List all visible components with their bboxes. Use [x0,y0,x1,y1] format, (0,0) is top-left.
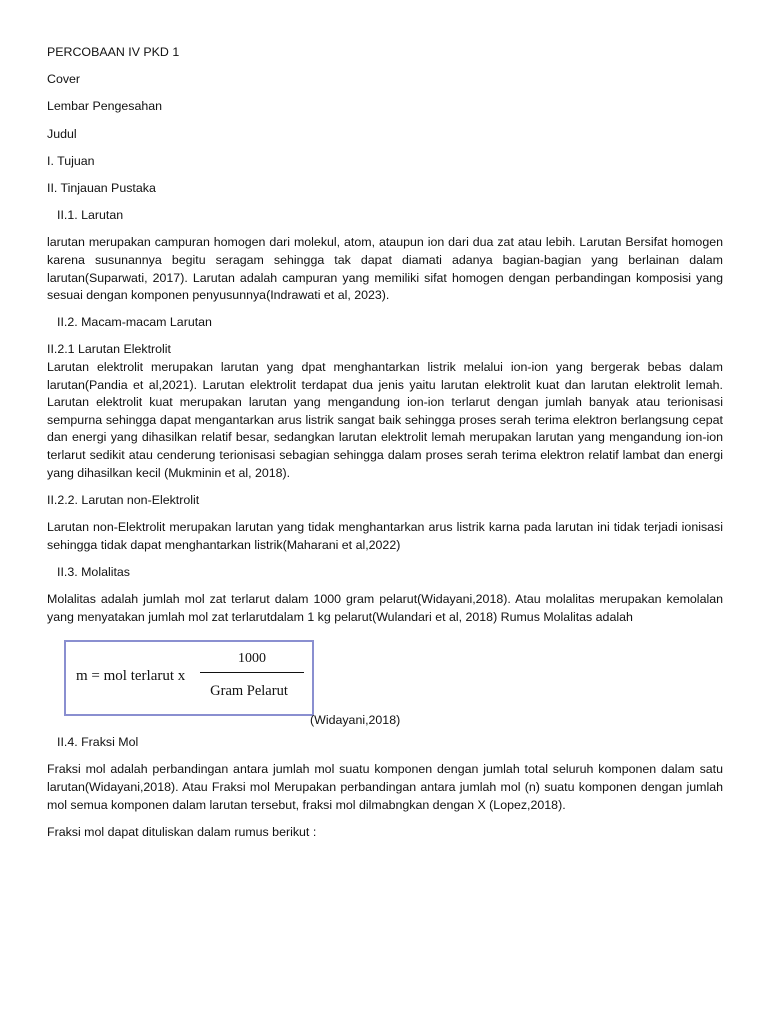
outline-tujuan: I. Tujuan [47,153,95,168]
formula-citation: (Widayani,2018) [310,713,401,728]
document-page [47,44,723,851]
formula-numerator: 1000 [238,651,266,667]
heading-fraksi-mol: II.4. Fraksi Mol [57,735,139,750]
formula-left-side: m = mol terlarut x [76,668,186,685]
paragraph-fraksi-mol: Fraksi mol adalah perbandingan antara jumlah mol suatu komponen dengan jumlah total seluruh komponen dalam satu larutan(Widayani,2018). Atau Fraksi mol Merupakan perbandingan antara jumlah mol (n) suatu komponen dengan jumlah mol semua komponen dalam larutan tersebut, fraksi mol dilmabngkan dengan X (Lopez,2018). [47,762,723,812]
heading-larutan: II.1. Larutan [57,208,124,223]
paragraph-larutan: larutan merupakan campuran homogen dari molekul, atom, ataupun ion dari dua zat atau lebih. Larutan Bersifat homogen karena susunannya begitu seragam sehingga tak dapat diamati adanya bagian-bagian yang berlainan dalam larutan(Suparwati, 2017). Larutan adalah campuran yang memiliki sifat homogen dengan perbandingan komposisi yang sesuai dengan komponen penyusunnya(Indrawati et al, 2023). [47,235,723,303]
document-title: PERCOBAAN IV PKD 1 [47,45,180,59]
formula-fraction-bar [200,672,304,673]
outline-cover: Cover [47,72,81,87]
paragraph-fraksi-mol-closing: Fraksi mol dapat dituliskan dalam rumus berikut : [47,824,317,839]
heading-larutan-elektrolit: II.2.1 Larutan Elektrolit [47,342,171,357]
outline-tinjauan-pustaka: II. Tinjauan Pustaka [47,180,156,195]
molalitas-formula-image [64,640,314,716]
molalitas-formula-row [47,640,723,730]
heading-larutan-non-elektrolit: II.2.2. Larutan non-Elektrolit [47,492,200,507]
outline-lembar-pengesahan: Lembar Pengesahan [47,99,163,114]
paragraph-larutan-non-elektrolit: Larutan non-Elektrolit merupakan larutan yang tidak menghantarkan arus listrik karna pada larutan ini tidak terjadi ionisasi sehingga tidak dapat menghantarkan listrik(Maharani et al,2022) [47,520,723,552]
paragraph-molalitas: Molalitas adalah jumlah mol zat terlarut dalam 1000 gram pelarut(Widayani,2018). Atau molalitas merupakan kemolalan yang menyatakan jumlah mol zat terlarutdalam 1 kg pelarut(Wulandari et al, 2018) Rumus Molalitas adalah [47,591,723,624]
outline-judul: Judul [47,126,77,141]
heading-molalitas: II.3. Molalitas [57,564,130,579]
heading-macam-larutan: II.2. Macam-macam Larutan [57,315,212,330]
formula-denominator: Gram Pelarut [210,683,288,700]
paragraph-larutan-elektrolit: Larutan elektrolit merupakan larutan yang dpat menghantarkan listrik melalui ion-ion yang bergerak bebas dalam larutan(Pandia et al,2021). Larutan elektrolit terdapat dua jenis yaitu larutan elektrolit kuat dan larutan elektrolit lemah. Larutan elektrolit kuat merupakan larutan yang mengandung ion-ion terlarut dengan jumlah banyak atau terionisasi sempurna sehingga dapat mengantarkan arus listrik sangat baik sehingga proses serah terima elektron berlangsung cepat dan energi yang dihasilkan relatif besar, sedangkan larutan elektrolit lemah merupakan larutan yang mengandung ion-ion terlarut sedikit atau cenderung terionisasi sebagian sehingga dalam proses serah terima elektron relatif lambat dan energi yang dihasilkan kecil (Mukminin et al, 2018). [47,360,723,480]
